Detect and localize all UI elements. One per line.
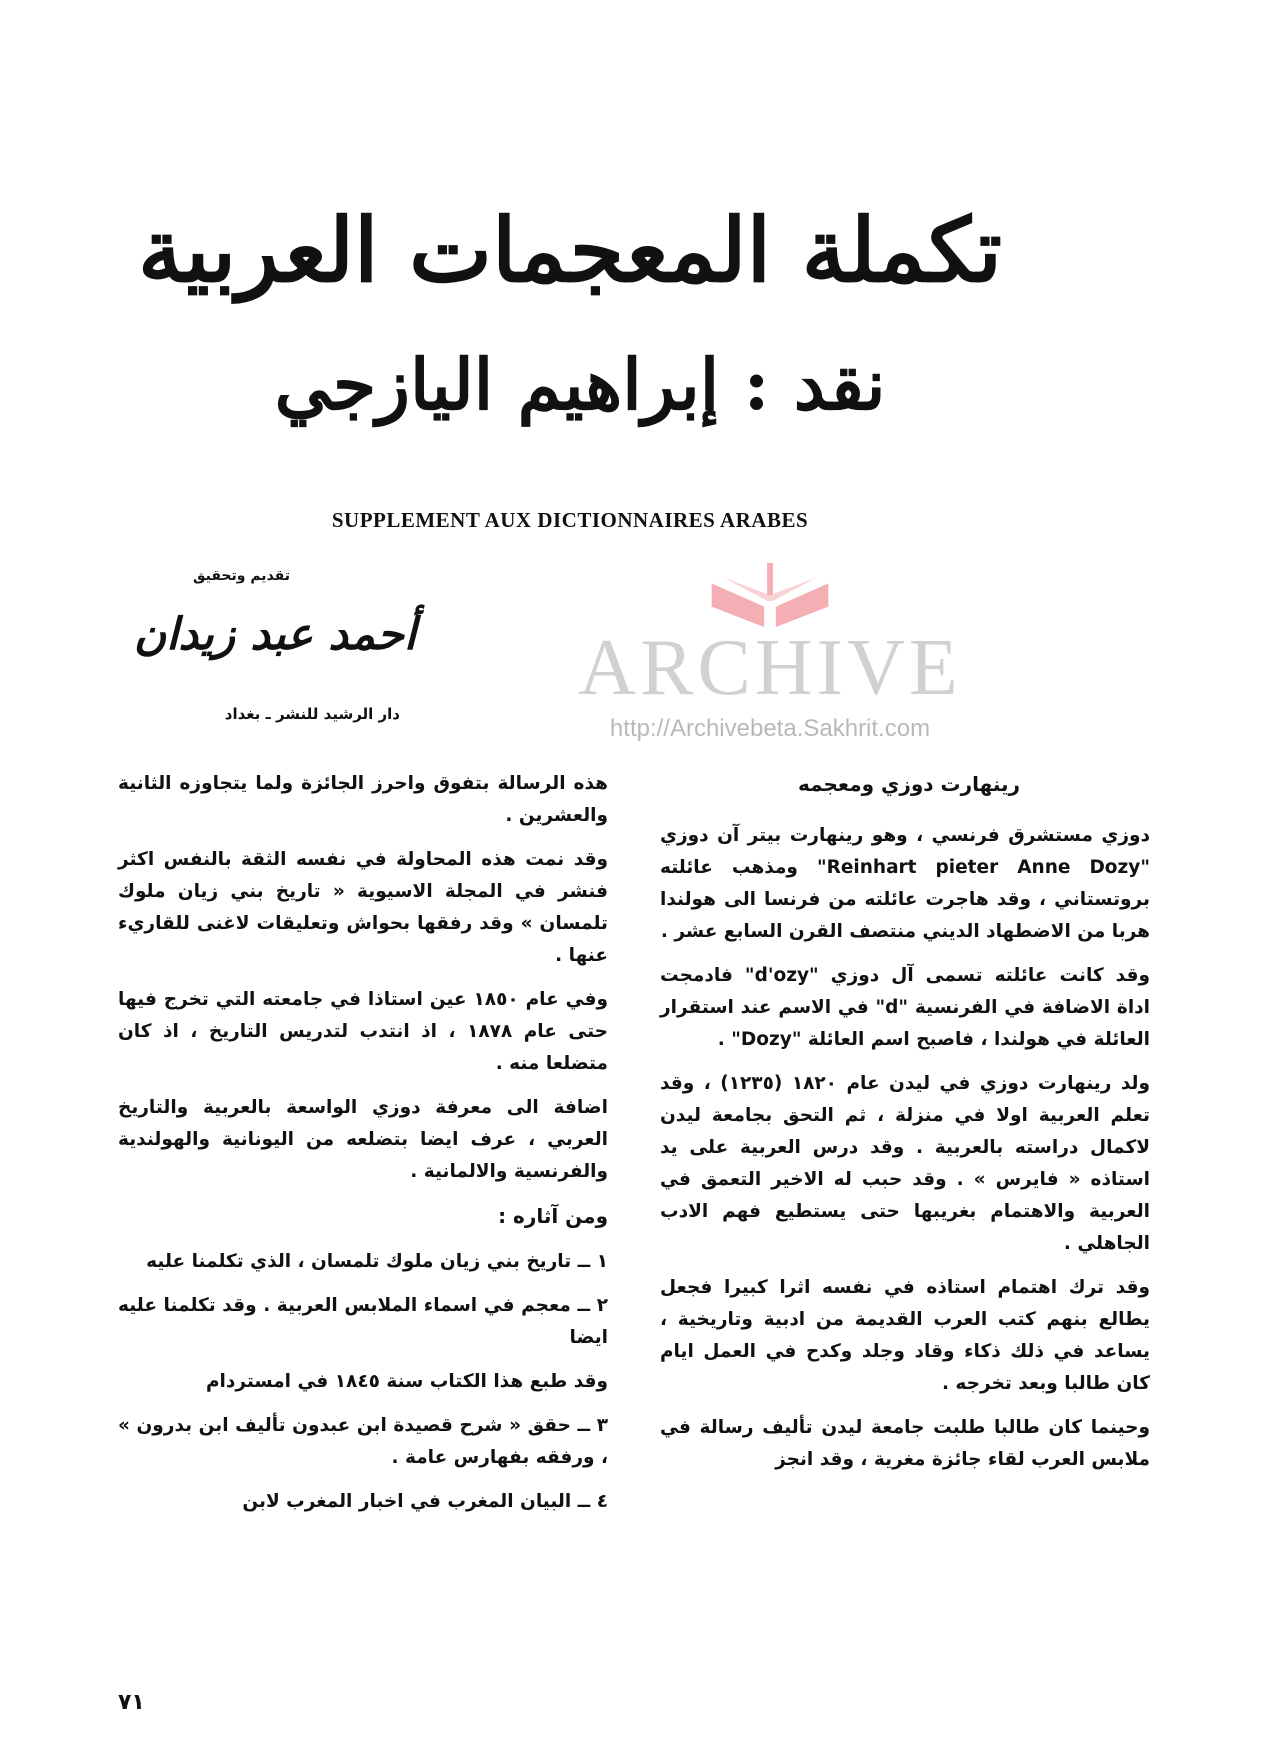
publisher: دار الرشيد للنشر ـ بغداد: [224, 705, 400, 723]
paragraph: وحينما كان طالبا طلبت جامعة ليدن تأليف رسالة في ملابس العرب لقاء جائزة مغرية ، وقد انجز: [660, 1417, 1150, 1470]
book-title: تكملة المعجمات العربية: [138, 198, 1002, 302]
intro-label: تقديم وتحقيق: [193, 568, 290, 584]
works-heading: ومن آثاره :: [498, 1204, 608, 1228]
paragraph: ولد رينهارت دوزي في ليدن عام ١٨٢٠ (١٢٣٥) ، وقد تعلم العربية اولا في منزلة ، ثم التحق بجامعة ليدن لاكمال دراسته بالعربية . وقد درس العربية على يد استاذه « فايرس » . وقد حبب له الاخير التعمق في العربية والاهتمام بغريبها حتى يستطيع فهم الادب الجاهلي .: [660, 1073, 1150, 1254]
watermark-archive-text: ARCHIVE: [578, 624, 962, 712]
works-item: ٣ ــ حقق « شرح قصيدة ابن عبدون تأليف ابن بدرون » ، ورفقه بفهارس عامة .: [118, 1415, 608, 1468]
page-number: ٧١: [118, 1690, 145, 1715]
works-item: ٤ ــ البيان المغرب في اخبار المغرب لابن: [242, 1491, 608, 1512]
paragraph: اضافة الى معرفة دوزي الواسعة بالعربية والتاريخ العربي ، عرف ايضا بتضلعه من اليونانية والهولندية والفرنسية والالمانية .: [118, 1097, 608, 1182]
paragraph: وقد ترك اهتمام استاذه في نفسه اثرا كبيرا فجعل يطالع بنهم كتب العرب القديمة من ادبية وتاريخية ، يساعد في ذلك ذكاء وقاد وجلد وكدح في العمل ايام كان طالبا وبعد تخرجه .: [660, 1277, 1150, 1394]
archive-logo-icon: [690, 560, 850, 630]
works-item: ٢ ــ معجم في اسماء الملابس العربية . وقد تكلمنا عليه ايضا: [118, 1295, 608, 1348]
section-heading: رينهارت دوزي ومعجمه: [797, 772, 1020, 796]
works-item: ١ ــ تاريخ بني زيان ملوك تلمسان ، الذي تكلمنا عليه: [146, 1251, 608, 1272]
paragraph: هذه الرسالة بتفوق واحرز الجائزة ولما يتجاوزه الثانية والعشرين .: [118, 773, 608, 826]
paragraph: وقد نمت هذه المحاولة في نفسه الثقة بالنفس اكثر فنشر في المجلة الاسيوية « تاريخ بني زيان ملوك تلمسان » وقد رفقها بحواش وتعليقات لاغنى للقاريء عنها .: [118, 849, 608, 966]
watermark-url: http://Archivebeta.Sakhrit.com: [609, 715, 931, 742]
works-item: وقد طبع هذا الكتاب سنة ١٨٤٥ في امستردام: [205, 1371, 608, 1392]
paragraph: وقد كانت عائلته تسمى آل دوزي "d'ozy" فادمجت اداة الاضافة في الفرنسية "d" في الاسم عند استقرار العائلة في هولندا ، فاصبح اسم العائلة "Dozy" .: [660, 965, 1150, 1050]
french-subtitle: SUPPLEMENT AUX DICTIONNAIRES ARABES: [331, 508, 809, 532]
paragraph: دوزي مستشرق فرنسي ، وهو رينهارت بيتر آن دوزي "Reinhart pieter Anne Dozy" ومذهب عائلته بروتستاني ، وقد هاجرت عائلته من فرنسا الى هولندا هربا من الاضطهاد الديني منتصف القرن السابع عشر .: [660, 825, 1150, 942]
paragraph: وفي عام ١٨٥٠ عين استاذا في جامعته التي تخرج فيها حتى عام ١٨٧٨ ، اذ انتدب لتدريس التاريخ ، اذ كان متضلعا منه .: [118, 989, 608, 1074]
right-column: [660, 768, 1150, 1488]
author-signature: أحمد عبد زيدان: [133, 609, 417, 660]
book-critic-line: نقد : إبراهيم اليازجي: [274, 343, 886, 426]
left-column: [118, 768, 608, 1530]
